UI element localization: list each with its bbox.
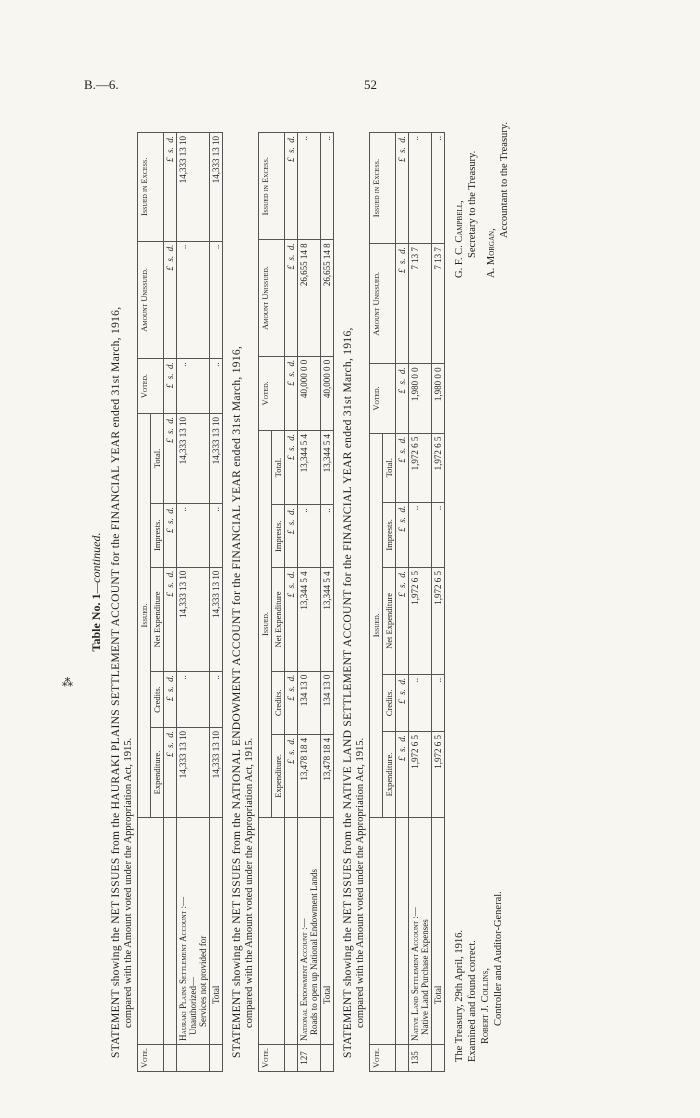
- total-header: Total.: [272, 431, 285, 505]
- net-expenditure-header: Net Expenditure: [272, 568, 285, 671]
- printer-mark: ⁂: [62, 677, 73, 689]
- total-unissued: 7 13 7: [432, 244, 445, 364]
- page-number: 52: [364, 77, 377, 92]
- issued-header: Issued.: [370, 433, 383, 817]
- accounts-table: [369, 132, 445, 1072]
- account-line-2: Services not provided for: [198, 935, 208, 1027]
- statement-heading: STATEMENT showing the NET ISSUES from the NATIVE LAND SETTLEMENT ACCOUNT for the FINANCIAL YEAR ended 31st March, 1916,: [342, 327, 354, 1058]
- currency-cell: £ s. d.: [285, 431, 298, 505]
- header-row-1: [370, 133, 383, 1072]
- total-unissued: 26,655 14 8: [321, 240, 334, 356]
- secretary-title: Secretary to the Treasury.: [467, 150, 478, 258]
- total-header: Total.: [383, 433, 396, 502]
- total-row: [432, 133, 445, 1072]
- total-value: 14,333 13 10: [177, 413, 210, 503]
- currency-cell: £ s. d.: [285, 505, 298, 568]
- unissued-header: Amount Unissued.: [370, 244, 396, 364]
- account-line-1: Native Land Purchase Expenses: [420, 919, 430, 1035]
- rotated-page-content: [85, 112, 605, 1072]
- imprests-header: Imprests.: [272, 505, 285, 568]
- statement-subheading: compared with the Amount voted under the Appropriation Act, 1915.: [355, 737, 366, 1028]
- vote-number: 127: [298, 1045, 321, 1072]
- statement-section: [231, 112, 334, 1072]
- auditor-title: Controller and Auditor-General.: [493, 891, 504, 1026]
- voted-header: Voted.: [138, 359, 164, 414]
- unissued-value: 7 13 7: [409, 244, 432, 364]
- total-vote-blank: [210, 1045, 223, 1072]
- account-name: Native Land Settlement Account :—: [410, 907, 420, 1041]
- total-total: 1,972 6 5: [432, 433, 445, 502]
- currency-cell: £ s. d.: [285, 133, 298, 240]
- currency-cell: £ s. d.: [285, 671, 298, 734]
- currency-cell-blank: [164, 818, 177, 1045]
- total-excess: ..: [321, 133, 334, 240]
- accounts-table: [137, 132, 223, 1072]
- treasury-date: The Treasury, 29th April, 1916.: [454, 929, 465, 1062]
- vote-number: [177, 1045, 210, 1072]
- account-row: [409, 133, 432, 1072]
- vote-header: Vote.: [138, 1045, 164, 1072]
- voted-header: Voted.: [370, 364, 396, 433]
- expenditure-header: Expenditure.: [272, 734, 285, 817]
- credits-value: ..: [177, 672, 210, 728]
- currency-cell: £ s. d.: [396, 364, 409, 433]
- account-header: [259, 818, 285, 1045]
- vote-header: Vote.: [259, 1045, 285, 1072]
- voted-value: 40,000 0 0: [298, 356, 321, 430]
- net-expenditure-header: Net Expenditure: [151, 567, 164, 671]
- total-imprests: ..: [321, 505, 334, 568]
- total-unissued: ..: [210, 241, 223, 359]
- net-expenditure-value: 13,344 5 4: [298, 568, 321, 671]
- account-row: [298, 133, 321, 1072]
- expenditure-header: Expenditure.: [151, 728, 164, 818]
- currency-cell-blank: [396, 1045, 409, 1072]
- imprests-value: ..: [298, 505, 321, 568]
- currency-row: [164, 133, 177, 1072]
- unissued-header: Amount Unissued.: [259, 240, 285, 356]
- account-line-1: Unauthorized—: [188, 977, 198, 1035]
- total-credits: 134 13 0: [321, 671, 334, 734]
- excess-header: Issued in Excess.: [138, 133, 164, 242]
- total-credits: ..: [432, 674, 445, 731]
- total-vote-blank: [321, 1045, 334, 1072]
- currency-cell: £ s. d.: [396, 244, 409, 364]
- currency-cell: £ s. d.: [164, 133, 177, 242]
- imprests-value: ..: [177, 503, 210, 567]
- total-label: Total: [210, 818, 223, 1045]
- total-total: 14,333 13 10: [210, 413, 223, 503]
- statement-section: [342, 112, 445, 1072]
- document-code: B.—6.: [84, 77, 119, 92]
- total-voted: 1,980 0 0: [432, 364, 445, 433]
- currency-cell: £ s. d.: [164, 672, 177, 728]
- total-header: Total.: [151, 413, 164, 503]
- currency-cell: £ s. d.: [396, 502, 409, 567]
- currency-cell: £ s. d.: [285, 734, 298, 817]
- accounts-table: [258, 132, 334, 1072]
- credits-header: Credits.: [272, 671, 285, 734]
- vote-number: 135: [409, 1045, 432, 1072]
- currency-cell: £ s. d.: [164, 728, 177, 818]
- currency-cell-blank: [285, 818, 298, 1045]
- statement-subheading: compared with the Amount voted under the Appropriation Act, 1915.: [123, 737, 134, 1028]
- auditor-name: Robert J. Collins,: [480, 967, 491, 1044]
- header-row-1: [259, 133, 272, 1072]
- total-total: 13,344 5 4: [321, 431, 334, 505]
- secretary-name: G. F. C. Campbell,: [454, 200, 465, 278]
- table-title-bold: Table No. 1: [89, 593, 103, 652]
- total-expenditure: 1,972 6 5: [432, 731, 445, 817]
- excess-header: Issued in Excess.: [370, 133, 396, 244]
- currency-cell: £ s. d.: [396, 133, 409, 244]
- credits-header: Credits.: [383, 674, 396, 731]
- currency-cell: £ s. d.: [396, 567, 409, 674]
- currency-cell: £ s. d.: [285, 240, 298, 356]
- excess-value: ..: [298, 133, 321, 240]
- account-header: [370, 818, 396, 1045]
- currency-cell: £ s. d.: [396, 731, 409, 817]
- imprests-header: Imprests.: [383, 502, 396, 567]
- account-row: [177, 133, 210, 1072]
- excess-value: ..: [409, 133, 432, 244]
- total-row: [210, 133, 223, 1072]
- account-line-1: Roads to open up National Endowment Lands: [309, 869, 319, 1035]
- excess-value: 14,333 13 10: [177, 133, 210, 242]
- account-description: [409, 818, 432, 1045]
- unissued-value: ..: [177, 241, 210, 359]
- currency-cell: £ s. d.: [285, 568, 298, 671]
- unissued-header: Amount Unissued.: [138, 241, 164, 359]
- signature-block: [453, 122, 511, 1062]
- total-expenditure: 13,478 18 4: [321, 734, 334, 817]
- table-title: [89, 112, 104, 1072]
- expenditure-value: 1,972 6 5: [409, 731, 432, 817]
- total-voted: 40,000 0 0: [321, 356, 334, 430]
- net-expenditure-value: 14,333 13 10: [177, 567, 210, 671]
- total-imprests: ..: [432, 502, 445, 567]
- imprests-value: ..: [409, 502, 432, 567]
- header-row-1: [138, 133, 151, 1072]
- voted-header: Voted.: [259, 356, 285, 430]
- currency-cell: £ s. d.: [396, 433, 409, 502]
- currency-cell: £ s. d.: [164, 567, 177, 671]
- currency-cell: £ s. d.: [285, 356, 298, 430]
- accountant-title: Accountant to the Treasury.: [499, 122, 510, 238]
- total-expenditure: 14,333 13 10: [210, 728, 223, 818]
- total-excess: ..: [432, 133, 445, 244]
- total-net-expenditure: 14,333 13 10: [210, 567, 223, 671]
- examined-note: Examined and found correct.: [467, 940, 478, 1062]
- currency-cell: £ s. d.: [164, 241, 177, 359]
- table-title-continued: —continued.: [89, 532, 103, 594]
- credits-header: Credits.: [151, 672, 164, 728]
- total-voted: ..: [210, 359, 223, 414]
- total-excess: 14,333 13 10: [210, 133, 223, 242]
- total-net-expenditure: 1,972 6 5: [432, 567, 445, 674]
- net-expenditure-value: 1,972 6 5: [409, 567, 432, 674]
- total-label: Total: [432, 818, 445, 1045]
- total-net-expenditure: 13,344 5 4: [321, 568, 334, 671]
- net-expenditure-header: Net Expenditure: [383, 567, 396, 674]
- account-name: Hauraki Plains Settlement Account :—: [178, 896, 188, 1041]
- statement-subheading: compared with the Amount voted under the Appropriation Act, 1915.: [244, 737, 255, 1028]
- unissued-value: 26,655 14 8: [298, 240, 321, 356]
- statement-heading: STATEMENT showing the NET ISSUES from the HAURAKI PLAINS SETTLEMENT ACCOUNT for the FINANCIAL YEAR ended 31st March, 1916,: [110, 306, 122, 1058]
- currency-cell: £ s. d.: [164, 413, 177, 503]
- account-description: [177, 818, 210, 1045]
- expenditure-value: 13,478 18 4: [298, 734, 321, 817]
- total-vote-blank: [432, 1045, 445, 1072]
- account-header: [138, 818, 164, 1045]
- statement-sections: [110, 112, 445, 1072]
- account-name: National Endowment Account :—: [299, 918, 309, 1041]
- voted-value: ..: [177, 359, 210, 414]
- currency-cell: £ s. d.: [164, 503, 177, 567]
- signature-right: [453, 122, 511, 278]
- total-row: [321, 133, 334, 1072]
- total-value: 13,344 5 4: [298, 431, 321, 505]
- imprests-header: Imprests.: [151, 503, 164, 567]
- accountant-name: A. Morgan,: [486, 228, 497, 278]
- currency-cell: £ s. d.: [396, 674, 409, 731]
- issued-header: Issued.: [259, 431, 272, 818]
- vote-header: Vote.: [370, 1045, 396, 1072]
- total-imprests: ..: [210, 503, 223, 567]
- total-value: 1,972 6 5: [409, 433, 432, 502]
- currency-cell-blank: [285, 1045, 298, 1072]
- credits-value: 134 13 0: [298, 671, 321, 734]
- expenditure-header: Expenditure.: [383, 731, 396, 817]
- statement-heading: STATEMENT showing the NET ISSUES from the NATIONAL ENDOWMENT ACCOUNT for the FINANCIAL YEAR ended 31st March, 1916,: [231, 345, 243, 1058]
- currency-cell-blank: [396, 818, 409, 1045]
- currency-cell: £ s. d.: [164, 359, 177, 414]
- total-credits: ..: [210, 672, 223, 728]
- currency-row: [285, 133, 298, 1072]
- excess-header: Issued in Excess.: [259, 133, 285, 240]
- issued-header: Issued.: [138, 413, 151, 817]
- voted-value: 1,980 0 0: [409, 364, 432, 433]
- expenditure-value: 14,333 13 10: [177, 728, 210, 818]
- account-description: [298, 818, 321, 1045]
- credits-value: ..: [409, 674, 432, 731]
- currency-row: [396, 133, 409, 1072]
- total-label: Total: [321, 818, 334, 1045]
- currency-cell-blank: [164, 1045, 177, 1072]
- statement-section: [110, 112, 223, 1072]
- signature-left: [453, 891, 511, 1062]
